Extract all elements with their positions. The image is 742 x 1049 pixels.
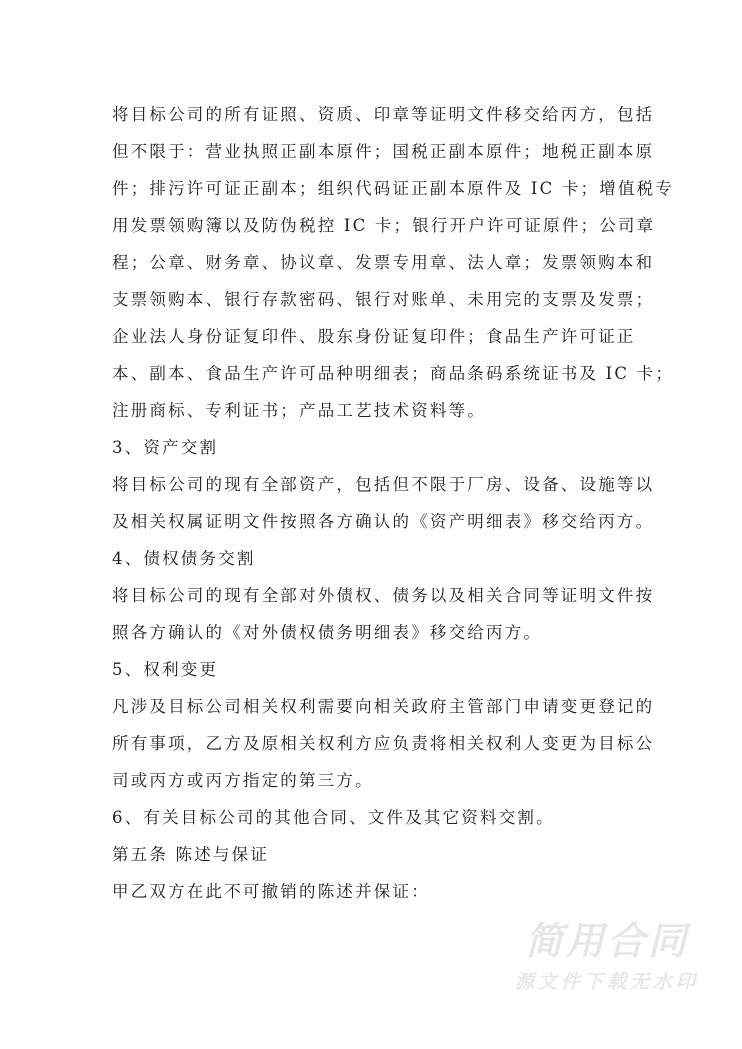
document-body [112, 96, 675, 910]
watermark-title: 简用合同 [524, 919, 689, 963]
paragraph-line: 支票领购本、银行存款密码、银行对账单、未用完的支票及发票； [112, 290, 655, 309]
paragraph-line: 照各方确认的《对外债权债务明细表》移交给丙方。 [112, 623, 543, 642]
paragraph-line: 用发票领购簿以及防伪税控 IC 卡；银行开户许可证原件；公司章 [112, 216, 656, 235]
paragraph-line: 将目标公司的现有全部对外债权、债务以及相关合同等证明文件按 [112, 586, 655, 605]
paragraph-line: 但不限于：营业执照正副本原件；国税正副本原件；地税正副本原 [112, 142, 655, 161]
paragraph-line: 及相关权属证明文件按照各方确认的《资产明细表》移交给丙方。 [112, 512, 655, 531]
paragraph-line: 所有事项，乙方及原相关权利方应负责将相关权利人变更为目标公 [112, 734, 655, 753]
paragraph-line: 程；公章、财务章、协议章、发票专用章、法人章；发票领购本和 [112, 253, 655, 272]
watermark [512, 918, 702, 996]
paragraph-line: 将目标公司的现有全部资产，包括但不限于厂房、设备、设施等以 [112, 475, 655, 494]
section-heading: 3、资产交割 [112, 438, 219, 457]
paragraph-line: 企业法人身份证复印件、股东身份证复印件；食品生产许可证正 [112, 327, 636, 346]
paragraph-line: 凡涉及目标公司相关权利需要向相关政府主管部门申请变更登记的 [112, 697, 655, 716]
watermark-subtitle: 源文件下载无水印 [514, 971, 699, 993]
article-heading: 第五条 陈述与保证 [112, 845, 270, 864]
paragraph-line: 本、副本、食品生产许可品种明细表；商品条码系统证书及 IC 卡； [112, 364, 675, 383]
paragraph-line: 注册商标、专利证书；产品工艺技术资料等。 [112, 401, 486, 420]
paragraph-line: 件；排污许可证正副本；组织代码证正副本原件及 IC 卡；增值税专 [112, 179, 675, 198]
paragraph-line: 司或丙方或丙方指定的第三方。 [112, 771, 374, 790]
paragraph-line: 甲乙双方在此不可撤销的陈述并保证： [112, 882, 430, 901]
section-heading: 6、有关目标公司的其他合同、文件及其它资料交割。 [112, 808, 555, 827]
section-heading: 5、权利变更 [112, 660, 219, 679]
section-heading: 4、债权债务交割 [112, 549, 256, 568]
paragraph-line: 将目标公司的所有证照、资质、印章等证明文件移交给丙方，包括 [112, 105, 655, 124]
